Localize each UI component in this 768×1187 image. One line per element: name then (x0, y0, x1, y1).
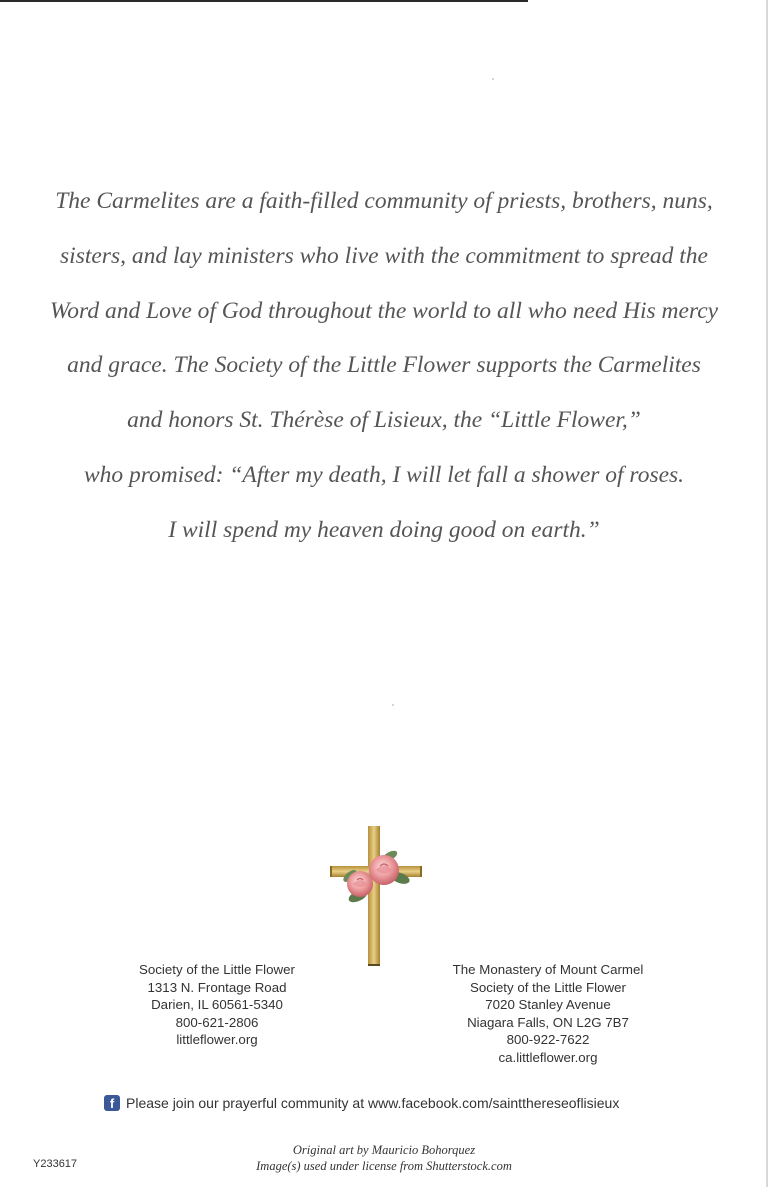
website-link[interactable]: littleflower.org (176, 1032, 258, 1048)
license-credit: Image(s) used under license from Shutterstock.com (256, 1159, 512, 1173)
art-credit: Original art by Mauricio Bohorquez (292, 1143, 476, 1157)
address-society-little-flower-us (112, 961, 322, 1049)
passage-line: The Carmelites are a faith-filled community of priests, brothers, nuns, (55, 188, 713, 214)
paper-speck (492, 78, 494, 80)
address-line: Society of the Little Flower (470, 979, 626, 995)
passage-line: Word and Love of God throughout the world to all who need His mercy (49, 297, 719, 324)
art-credits (184, 1142, 584, 1174)
passage-line: who promised: “After my death, I will let fall a shower of roses. (83, 461, 685, 488)
address-line: Niagara Falls, ON L2G 7B7 (467, 1014, 629, 1030)
facebook-icon: f (104, 1095, 120, 1111)
website-link[interactable]: ca.littleflower.org (498, 1049, 598, 1065)
facebook-invite-text[interactable]: Please join our prayerful community at www.facebook.com/saintthereseoflisieux (126, 1095, 620, 1111)
paper-speck (392, 704, 394, 706)
cross-with-roses-illustration (330, 826, 422, 966)
phone-number: 800-922-7622 (506, 1032, 590, 1048)
passage-line: and grace. The Society of the Little Flower supports the Carmelites (67, 352, 701, 379)
address-line: The Monastery of Mount Carmel (452, 962, 644, 977)
passage-line: sisters, and lay ministers who live with the commitment to spread the (60, 242, 708, 269)
product-code: Y233617 (33, 1158, 78, 1170)
phone-number: 800-621-2806 (175, 1014, 259, 1030)
passage-line: and honors St. Thérèse of Lisieux, the “Little Flower,” (127, 407, 641, 434)
address-line: Darien, IL 60561-5340 (151, 997, 283, 1013)
facebook-invite (104, 1093, 704, 1113)
address-line: 1313 N. Frontage Road (147, 979, 287, 995)
carmelite-passage (40, 181, 728, 565)
top-rule (0, 0, 528, 2)
address-monastery-mount-carmel-ca (432, 961, 664, 1067)
address-line: 7020 Stanley Avenue (485, 997, 611, 1013)
passage-line: I will spend my heaven doing good on earth.” (168, 516, 600, 543)
address-line: Society of the Little Flower (139, 962, 295, 977)
